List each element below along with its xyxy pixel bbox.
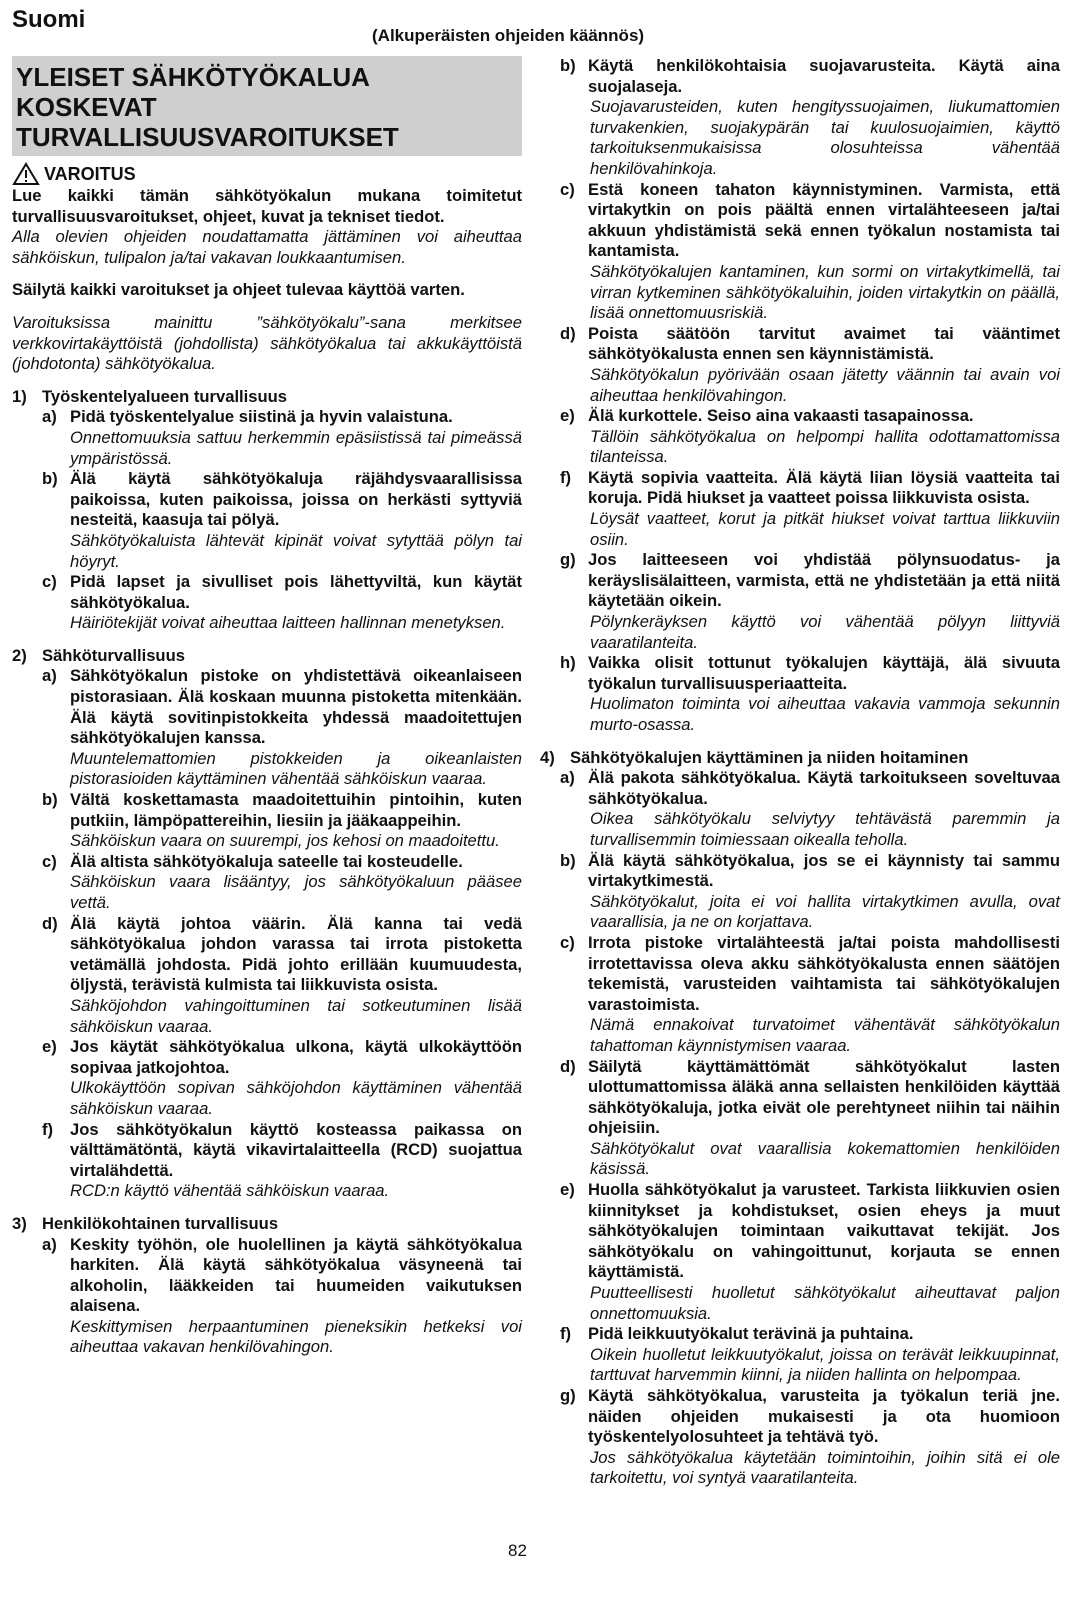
language-label: Suomi — [12, 6, 86, 33]
item-letter: e) — [42, 1037, 57, 1057]
item-text: Poista säätöön tarvitut avaimet tai vääntimet sähkötyökalusta ennen sen käynnistämistä. — [588, 323, 1060, 364]
list-item — [560, 468, 1060, 509]
item-text: Jos laitteeseen voi yhdistää pölynsuodatus- ja keräyslisälaitteen, varmista, että ne yhdistetään ja että niitä käytetään oikein. — [588, 550, 1060, 611]
list-item — [560, 1057, 1060, 1139]
item-text: Vältä koskettamasta maadoitettuihin pintoihin, kuten putkiin, lämpöpattereihin, liesiin ja jääkaappeihin. — [70, 790, 522, 830]
item-letter: d) — [560, 1056, 576, 1076]
item-letter: e) — [560, 406, 575, 426]
page-number: 82 — [508, 1541, 527, 1560]
item-text: Pidä lapset ja sivulliset pois lähettyviltä, kun käytät sähkötyökalua. — [70, 572, 522, 612]
warning-italic-text: Alla olevien ohjeiden noudattamatta jättäminen voi aiheuttaa sähköiskun, tulipalon ja/tai vakavan loukkaantumisen. — [12, 227, 522, 267]
list-item — [42, 790, 522, 831]
item-letter: d) — [42, 913, 58, 933]
item-letter: g) — [560, 1386, 576, 1405]
item-note: Sähkötyökalut, joita ei voi hallita virtakytkimen avulla, ovat vaarallisia, ja ne on korjattava. — [590, 891, 1060, 932]
item-text: Säilytä käyttämättömät sähkötyökalut lasten ulottumattomissa äläkä anna sellaisten henkilöiden käyttää sähkötyökaluja, jotka eivät ole perehtyneet niihin tai näihin ohjeisiin. — [588, 1056, 1060, 1138]
item-text: Estä koneen tahaton käynnistyminen. Varmista, että virtakytkin on pois päältä ennen virtalähteeseen ja/tai akkuun yhdistämistä sekä ennen työkalun nostamista tai kantamista. — [588, 179, 1060, 261]
item-note: Onnettomuuksia sattuu herkemmin epäsiistissä tai pimeässä ympäristössä. — [70, 427, 522, 468]
item-text: Älä altista sähkötyökaluja sateelle tai kosteudelle. — [70, 851, 463, 871]
item-text: Älä käytä sähkötyökaluja räjähdysvaarallisissa paikoissa, kuten paikoissa, joissa on herkästi syttyviä nesteitä, kaasuja tai pölyä. — [70, 469, 522, 530]
item-note: Ulkokäyttöön sopivan sähköjohdon käyttäminen vähentää sähköiskun vaaraa. — [70, 1078, 522, 1118]
item-note: Sähkötyökalujen kantaminen, kun sormi on virtakytkimellä, tai virran kytkeminen sähkötyökaluihin, joiden virtakytkin on päällä, lisää onnettomuusriskiä. — [590, 261, 1060, 323]
item-text: Jos sähkötyökalun käyttö kosteassa paikassa on välttämätöntä, käytä vikavirtalaitteella (RCD) suojattua virtalähdettä. — [70, 1119, 522, 1180]
item-text: Älä käytä sähkötyökalua, jos se ei käynnisty tai sammu virtakytkimestä. — [588, 850, 1060, 891]
item-note: Keskittymisen herpaantuminen pieneksikin hetkeksi voi aiheuttaa vakavan henkilövahingon. — [70, 1316, 522, 1357]
list-item — [560, 851, 1060, 892]
item-note: Sähköiskun vaara on suurempi, jos kehosi on maadoitettu. — [70, 831, 500, 851]
item-letter: b) — [560, 850, 576, 870]
item-letter: c) — [42, 851, 57, 871]
item-letter: f) — [42, 1119, 54, 1139]
list-item — [42, 1037, 522, 1078]
item-text: Käytä sähkötyökalua, varusteita ja työkalun teriä jne. näiden ohjeiden mukaisesti ja ota huomioon työskentelyolosuhteet ja tehtävä työ. — [588, 1386, 1060, 1447]
item-text: Älä käytä johtoa väärin. Älä kanna tai vedä sähkötyökalua johdon varassa tai irrota pistoketta vetämällä johdosta. Pidä johto erillään kuumuudesta, öljystä, terävistä kulmista tai liikkuvista osista. — [70, 913, 522, 995]
warning-triangle-icon — [12, 162, 40, 186]
section-number: 4) — [540, 747, 555, 767]
item-letter: b) — [560, 56, 576, 75]
list-item — [42, 914, 522, 996]
warning-label: VAROITUS — [44, 163, 136, 184]
section-number: 2) — [12, 645, 27, 665]
item-note: Jos sähkötyökalua käytetään toimintoihin, joihin sitä ei ole tarkoitettu, voi syntyä vaaratilanteita. — [590, 1447, 1060, 1488]
item-letter: a) — [42, 407, 57, 427]
item-letter: b) — [42, 790, 58, 810]
list-item — [42, 1235, 522, 1317]
item-text: Älä kurkottele. Seiso aina vakaasti tasapainossa. — [588, 406, 974, 426]
list-item — [42, 469, 522, 531]
list-item — [42, 407, 522, 428]
item-letter: c) — [560, 179, 575, 199]
item-text: Pidä leikkuutyökalut terävinä ja puhtaina. — [588, 1324, 914, 1344]
item-text: Keskity työhön, ole huolellinen ja käytä sähkötyökalua harkiten. Älä käytä sähkötyökalua väsyneenä tai alkoholin, lääkkeiden tai huumeiden vaikutuksen alaisena. — [70, 1234, 522, 1316]
list-item — [560, 180, 1060, 262]
list-item — [560, 653, 1060, 694]
item-letter: c) — [560, 932, 575, 952]
section-heading: 4) Sähkötyökalujen käyttäminen ja niiden hoitaminen — [540, 747, 969, 767]
item-letter: d) — [560, 323, 576, 343]
item-note: Oikein huolletut leikkuutyökalut, joissa on terävät leikkuupinnat, tarttuvat harvemmin kiinni, ja niiden hallinta on helpompaa. — [590, 1344, 1060, 1385]
list-item — [42, 852, 522, 873]
list-item — [560, 406, 1060, 427]
item-letter: a) — [42, 666, 57, 686]
item-note: Huolimaton toiminta voi aiheuttaa vakavia vammoja sekunnin murto-osassa. — [590, 694, 1060, 734]
item-text: Huolla sähkötyökalut ja varusteet. Tarkista liikkuvien osien kiinnitykset ja kohdistukset, osien eheys ja muut sähkötyökalujen toimintaan vaikuttavat tekijät. Jos sähkötyökalu on vahingoittunut, korjauta se ennen käyttämistä. — [588, 1180, 1060, 1282]
item-note: Sähkötyökaluista lähtevät kipinät voivat sytyttää pölyn tai höyryt. — [70, 530, 522, 571]
item-text: Älä pakota sähkötyökalua. Käytä tarkoitukseen soveltuvaa sähkötyökalua. — [588, 768, 1060, 808]
list-item — [560, 550, 1060, 612]
list-item — [560, 56, 1060, 97]
list-item — [42, 1120, 522, 1182]
item-note: Puutteellisesti huolletut sähkötyökalut aiheuttavat paljon onnettomuuksia. — [590, 1283, 1060, 1323]
item-text: Vaikka olisit tottunut työkalujen käyttäjä, älä sivuuta työkalun turvallisuusperiaatteita. — [588, 653, 1060, 693]
warning-keep-text: Säilytä kaikki varoitukset ja ohjeet tulevaa käyttöä varten. — [12, 280, 465, 300]
warning-bold-text: Lue kaikki tämän sähkötyökalun mukana toimitetut turvallisuusvaroitukset, ohjeet, kuvat ja tekniset tiedot. — [12, 186, 522, 226]
warning-heading — [12, 162, 522, 186]
section-heading: 1) Työskentelyalueen turvallisuus — [12, 386, 288, 406]
list-item — [560, 1386, 1060, 1448]
item-letter: a) — [560, 768, 575, 788]
item-note: Löysät vaatteet, korut ja pitkät hiukset voivat tarttua liikkuviin osiin. — [590, 509, 1060, 549]
item-letter: f) — [560, 467, 572, 487]
item-letter: b) — [42, 469, 58, 489]
list-item — [42, 666, 522, 748]
item-text: Käytä sopivia vaatteita. Älä käytä liian löysiä vaatteita tai koruja. Pidä hiukset ja vaatteet poissa liikkuvista osista. — [588, 467, 1060, 508]
item-letter: f) — [560, 1324, 572, 1344]
item-note: RCD:n käyttö vähentää sähköiskun vaaraa. — [70, 1181, 390, 1201]
section-number: 1) — [12, 386, 27, 406]
item-note: Muuntelemattomien pistokkeiden ja oikeanlaisten pistorasioiden käyttäminen vähentää sähköiskun vaaraa. — [70, 748, 522, 789]
safety-banner: YLEISET SÄHKÖTYÖKALUA KOSKEVAT TURVALLISUUSVAROITUKSET — [12, 56, 522, 156]
item-letter: c) — [42, 572, 57, 592]
item-note: Sähkötyökalut ovat vaarallisia kokemattomien henkilöiden käsissä. — [590, 1138, 1060, 1179]
item-note: Suojavarusteiden, kuten hengityssuojaimen, liukumattomien turvakenkien, suojakypärän tai kuulosuojaimien, käyttö tarkoituksenmukaisissa olosuhteissa vähentää henkilövahinkoja. — [590, 97, 1060, 178]
item-text: Irrota pistoke virtalähteestä ja/tai poista mahdollisesti irrotettavissa oleva akku sähkötyökalusta ennen säätöjen tekemistä, varusteiden vaihtamista tai sähkötyökalujen varastoimista. — [588, 932, 1060, 1014]
list-item — [560, 1324, 1060, 1345]
item-text: Sähkötyökalun pistoke on yhdistettävä oikeanlaiseen pistorasiaan. Älä koskaan muunna pistoketta mitenkään. Älä käytä sovitinpistokkeita yhdessä maadoitettujen sähkötyökalujen kanssa. — [70, 666, 522, 748]
item-letter: e) — [560, 1180, 575, 1200]
item-note: Häiriötekijät voivat aiheuttaa laitteen hallinnan menetyksen. — [70, 613, 506, 633]
item-letter: a) — [42, 1234, 57, 1254]
list-item — [560, 768, 1060, 809]
item-note: Sähköiskun vaara lisääntyy, jos sähkötyökaluun pääsee vettä. — [70, 872, 522, 912]
list-item — [560, 1180, 1060, 1283]
translation-subtitle: (Alkuperäisten ohjeiden käännös) — [372, 26, 645, 45]
list-item — [560, 324, 1060, 365]
item-text: Jos käytät sähkötyökalua ulkona, käytä ulkokäyttöön sopivaa jatkojohtoa. — [70, 1037, 522, 1077]
warning-definition: Varoituksissa mainittu ”sähkötyökalu”-sana merkitsee verkkovirtakäyttöistä (johdollista) sähkötyökalua tai akkukäyttöistä (johdotonta) sähkötyökalua. — [12, 312, 522, 374]
item-note: Sähköjohdon vahingoittuminen tai sotkeutuminen lisää sähköiskun vaaraa. — [70, 995, 522, 1036]
item-note: Sähkötyökalun pyörivään osaan jätetty väännin tai avain voi aiheuttaa henkilövahingon. — [590, 364, 1060, 405]
item-text: Pidä työskentelyalue siistinä ja hyvin valaistuna. — [70, 407, 453, 427]
item-note: Pölynkeräyksen käyttö voi vähentää pölyyn liittyviä vaaratilanteita. — [590, 612, 1060, 652]
left-column — [12, 56, 522, 1358]
item-note: Tällöin sähkötyökalua on helpompi hallita odottamattomissa tilanteissa. — [590, 426, 1060, 467]
item-letter: g) — [560, 550, 576, 570]
item-note: Oikea sähkötyökalu selviytyy tehtävästä paremmin ja turvallisemmin toimiessaan oikealla teholla. — [590, 809, 1060, 849]
list-item — [560, 933, 1060, 1015]
list-item — [42, 572, 522, 613]
item-note: Nämä ennakoivat turvatoimet vähentävät sähkötyökalun tahattoman käynnistymisen vaaraa. — [590, 1015, 1060, 1055]
right-column — [540, 56, 1060, 1489]
section-heading: 2) Sähköturvallisuus — [12, 645, 185, 665]
section-heading: 3) Henkilökohtainen turvallisuus — [12, 1213, 279, 1233]
section-number: 3) — [12, 1213, 27, 1233]
item-letter: h) — [560, 653, 576, 673]
item-text: Käytä henkilökohtaisia suojavarusteita. Käytä aina suojalaseja. — [588, 56, 1060, 96]
